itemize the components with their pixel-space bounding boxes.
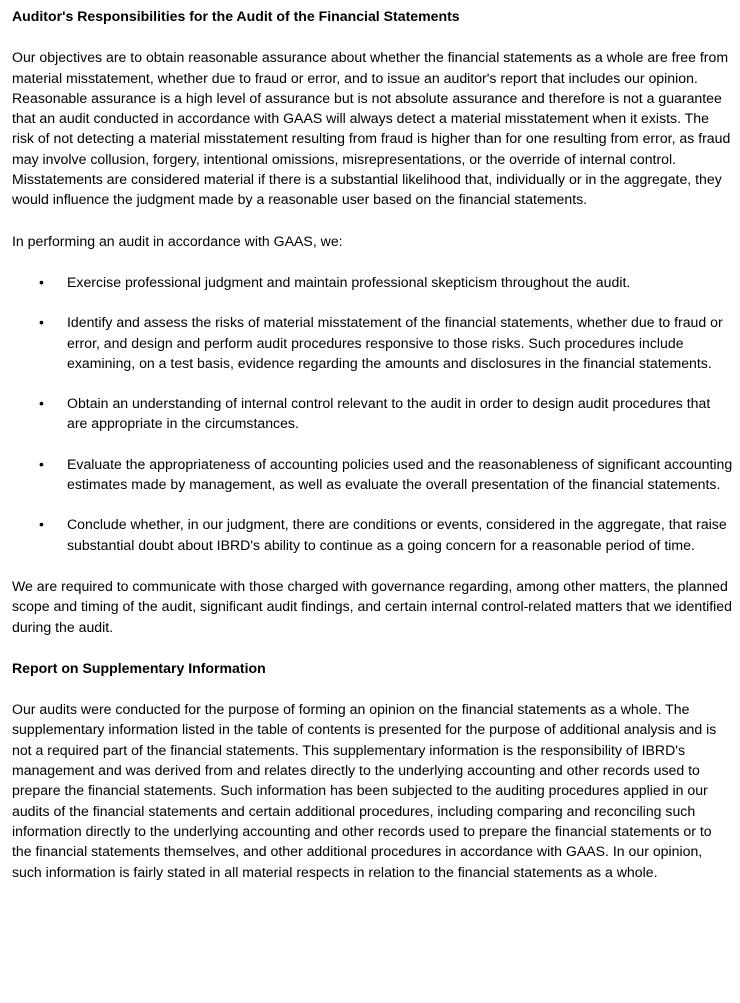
list-item	[12, 454, 734, 495]
bullet-icon: •	[39, 395, 44, 412]
bullet-icon: •	[39, 273, 44, 290]
bullet-icon: •	[39, 455, 44, 472]
audit-procedures-list	[12, 272, 734, 555]
bullet-icon: •	[39, 314, 44, 331]
spacer	[12, 678, 734, 699]
bullet-icon: •	[39, 516, 44, 533]
list-item	[12, 312, 734, 373]
section-heading-supplementary-information: Report on Supplementary Information	[12, 659, 266, 676]
paragraph-supplementary-information: Our audits were conducted for the purpose of forming an opinion on the financial statements as a whole. The supplementary information listed in the table of contents is presented for the purpose of additional analysis and is not a required part of the financial statements. This supplementary information is the responsibility of IBRD's management and was derived from and relates directly to the underlying accounting and other records used to prepare the financial statements. Such information has been subjected to the auditing procedures applied in our audits of the financial statements and certain additional procedures, including comparing and reconciling such information directly to the underlying accounting and other records used to prepare the financial statements or to the financial statements themselves, and other additional procedures in accordance with GAAS. In our opinion, such information is fairly stated in all material respects in relation to the financial statements as a whole.	[12, 701, 717, 880]
section-heading-auditor-responsibilities: Auditor's Responsibilities for the Audit of the Financial Statements	[12, 8, 460, 24]
list-item-text: Identify and assess the risks of material misstatement of the financial statements, whether due to fraud or error, and design and perform audit procedures responsive to those risks. Such procedures include examining, on a test basis, evidence regarding the amounts and disclosures in the financial statements.	[67, 314, 723, 371]
list-item	[12, 272, 734, 292]
paragraph-objectives: Our objectives are to obtain reasonable assurance about whether the financial statements as a whole are free from material misstatement, whether due to fraud or error, and to issue an auditor's report that includes our opinion. Reasonable assurance is a high level of assurance but is not absolute assurance and therefore is not a guarantee that an audit conducted in accordance with GAAS will always detect a material misstatement when it exists. The risk of not detecting a material misstatement resulting from fraud is higher than for one resulting from error, as fraud may involve collusion, forgery, intentional omissions, misrepresentations, or the override of internal control. Misstatements are considered material if there is a substantial likelihood that, individually or in the aggregate, they would influence the judgment made by a reasonable user based on the financial statements.	[12, 49, 731, 208]
list-item	[12, 514, 734, 555]
list-item-text: Obtain an understanding of internal control relevant to the audit in order to design audit procedures that are appropriate in the circumstances.	[67, 395, 711, 432]
list-item-text: Evaluate the appropriateness of accounting policies used and the reasonableness of significant accounting estimates made by management, as well as evaluate the overall presentation of the financial statements.	[67, 455, 733, 493]
list-item-text: Exercise professional judgment and maintain professional skepticism throughout the audit.	[67, 273, 631, 290]
paragraph-performing-audit-intro: In performing an audit in accordance with GAAS, we:	[12, 232, 343, 249]
spacer	[12, 26, 734, 47]
list-item	[12, 393, 734, 434]
paragraph-governance-communication: We are required to communicate with those charged with governance regarding, among other matters, the planned scope and timing of the audit, significant audit findings, and certain internal control-related matters that we identified during the audit.	[12, 577, 732, 635]
list-item-text: Conclude whether, in our judgment, there are conditions or events, considered in the aggregate, that raise substantial doubt about IBRD's ability to continue as a going concern for a reasonable period of time.	[67, 516, 727, 553]
